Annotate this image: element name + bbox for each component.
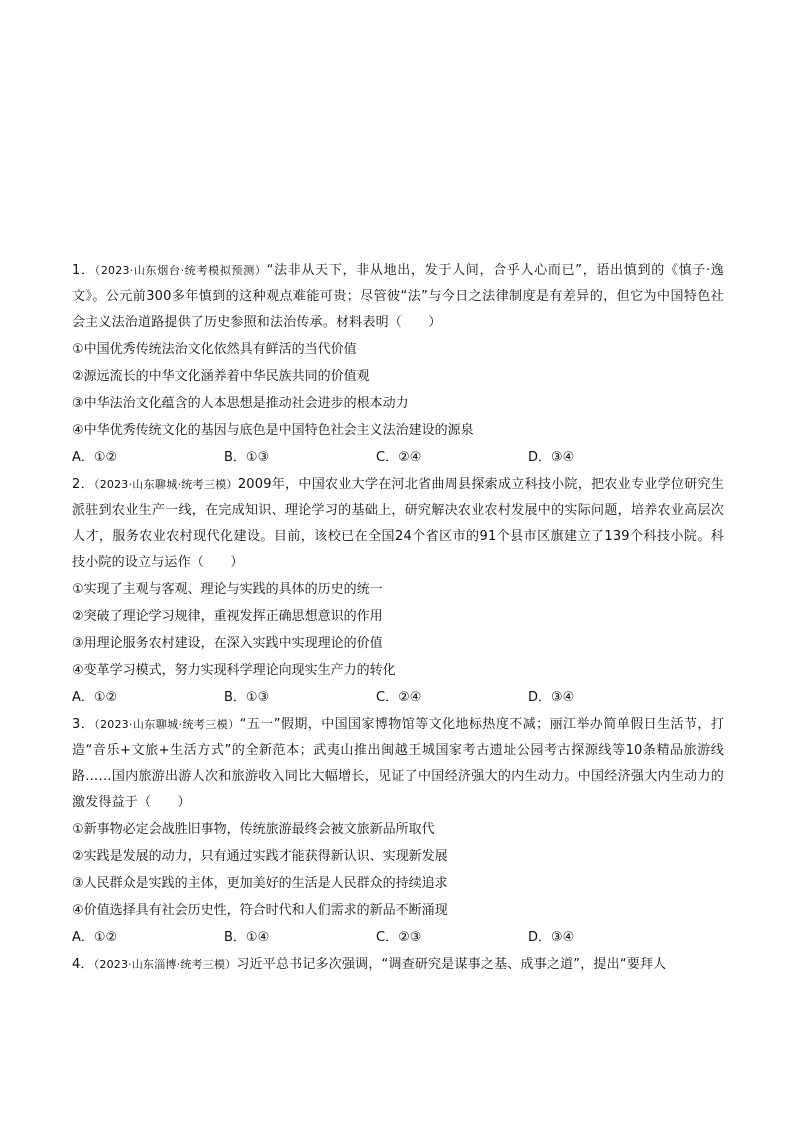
choice-b: B．①③ (224, 690, 270, 705)
choice-a: A．①② (72, 450, 118, 465)
statement-option: ④变革学习模式，努力实现科学理论向现实生产力的转化 (72, 663, 396, 678)
choice-c: C．②③ (376, 930, 422, 945)
statement-option: ③中华法治文化蕴含的人本思想是推动社会进步的根本动力 (72, 396, 409, 411)
statement-option: ③用理论服务农村建设，在深入实践中实现理论的价值 (72, 636, 383, 651)
statement-option: ①新事物必定会战胜旧事物，传统旅游最终会被文旅新品所取代 (72, 822, 435, 837)
choice-d: D．③④ (528, 930, 575, 945)
choice-a: A．①② (72, 930, 118, 945)
exam-page (72, 258, 724, 978)
question-number: 2． (72, 477, 94, 492)
statement-option: ①实现了主观与客观、理论与实践的具体的历史的统一 (72, 582, 383, 597)
choice-b: B．①④ (224, 930, 270, 945)
answer-choices (72, 444, 724, 471)
question-stem (72, 712, 724, 816)
question-source: （2023·山东淄博·统考三模） (93, 958, 237, 971)
answer-choices (72, 924, 724, 951)
question-1 (72, 258, 724, 471)
statement-option: ②突破了理论学习规律，重视发挥正确思想意识的作用 (72, 609, 383, 624)
question-text: 2009年，中国农业大学在河北省曲周县探索成立科技小院，把农业专业学位研究生派驻到农业生产一线，在完成知识、理论学习的基础上，研究解决农业农村发展中的实际问题，培养农业高层次人才，服务农业农村现代化建设。目前，该校已在全国24个省区市的91个县市区旗建立了139个科技小院。科技小院的设立与运作（ ） (72, 477, 725, 570)
choice-d: D．③④ (528, 690, 575, 705)
question-source: （2023·山东烟台·统考模拟预测） (94, 264, 267, 277)
statement-option: ③人民群众是实践的主体，更加美好的生活是人民群众的持续追求 (72, 876, 448, 891)
question-text: 习近平总书记多次强调，“调查研究是谋事之基、成事之道”，提出“要拜人 (236, 957, 667, 972)
question-text: “法非从天下，非从地出，发于人间，合乎人心而已”，语出慎到的《慎子·逸文》。公元前300多年慎到的这种观点难能可贵；尽管彼“法”与今日之法律制度是有差异的，但它为中国特色社会主义法治道路提供了历史参照和法治传承。材料表明（ ） (72, 263, 724, 330)
statement-option: ④中华优秀传统文化的基因与底色是中国特色社会主义法治建设的源泉 (72, 423, 474, 438)
statement-option: ②源远流长的中华文化涵养着中华民族共同的价值观 (72, 369, 370, 384)
question-source: （2023·山东聊城·统考三模） (93, 478, 238, 491)
choice-b: B．①③ (224, 450, 270, 465)
question-stem (72, 472, 724, 576)
statement-option: ①中国优秀传统法治文化依然具有鲜活的当代价值 (72, 342, 357, 357)
question-number: 4． (72, 957, 94, 972)
statement-option: ②实践是发展的动力，只有通过实践才能获得新认识、实现新发展 (72, 849, 448, 864)
statement-option: ④价值选择具有社会历史性，符合时代和人们需求的新品不断涌现 (72, 903, 448, 918)
choice-a: A．①② (72, 690, 118, 705)
question-number: 1． (72, 263, 95, 278)
question-stem (72, 258, 724, 336)
choice-d: D．③④ (528, 450, 575, 465)
choice-c: C．②④ (376, 690, 422, 705)
question-text: “五一”假期，中国国家博物馆等文化地标热度不减；丽江举办简单假日生活节，打造“音乐+文旅+生活方式”的全新范本；武夷山推出闽越王城国家考古遗址公园考古探源线等10条精品旅游线路……国内旅游出游人次和旅游收入同比大幅增长，见证了中国经济强大的内生动力。中国经济强大内生动力的激发得益于（ ） (72, 717, 725, 810)
question-2 (72, 472, 724, 711)
question-number: 3． (72, 717, 95, 732)
question-source: （2023·山东聊城·统考三模） (94, 718, 240, 731)
question-4 (72, 952, 724, 978)
question-3 (72, 712, 724, 951)
choice-c: C．②④ (376, 450, 422, 465)
question-stem (72, 952, 724, 978)
answer-choices (72, 684, 724, 711)
